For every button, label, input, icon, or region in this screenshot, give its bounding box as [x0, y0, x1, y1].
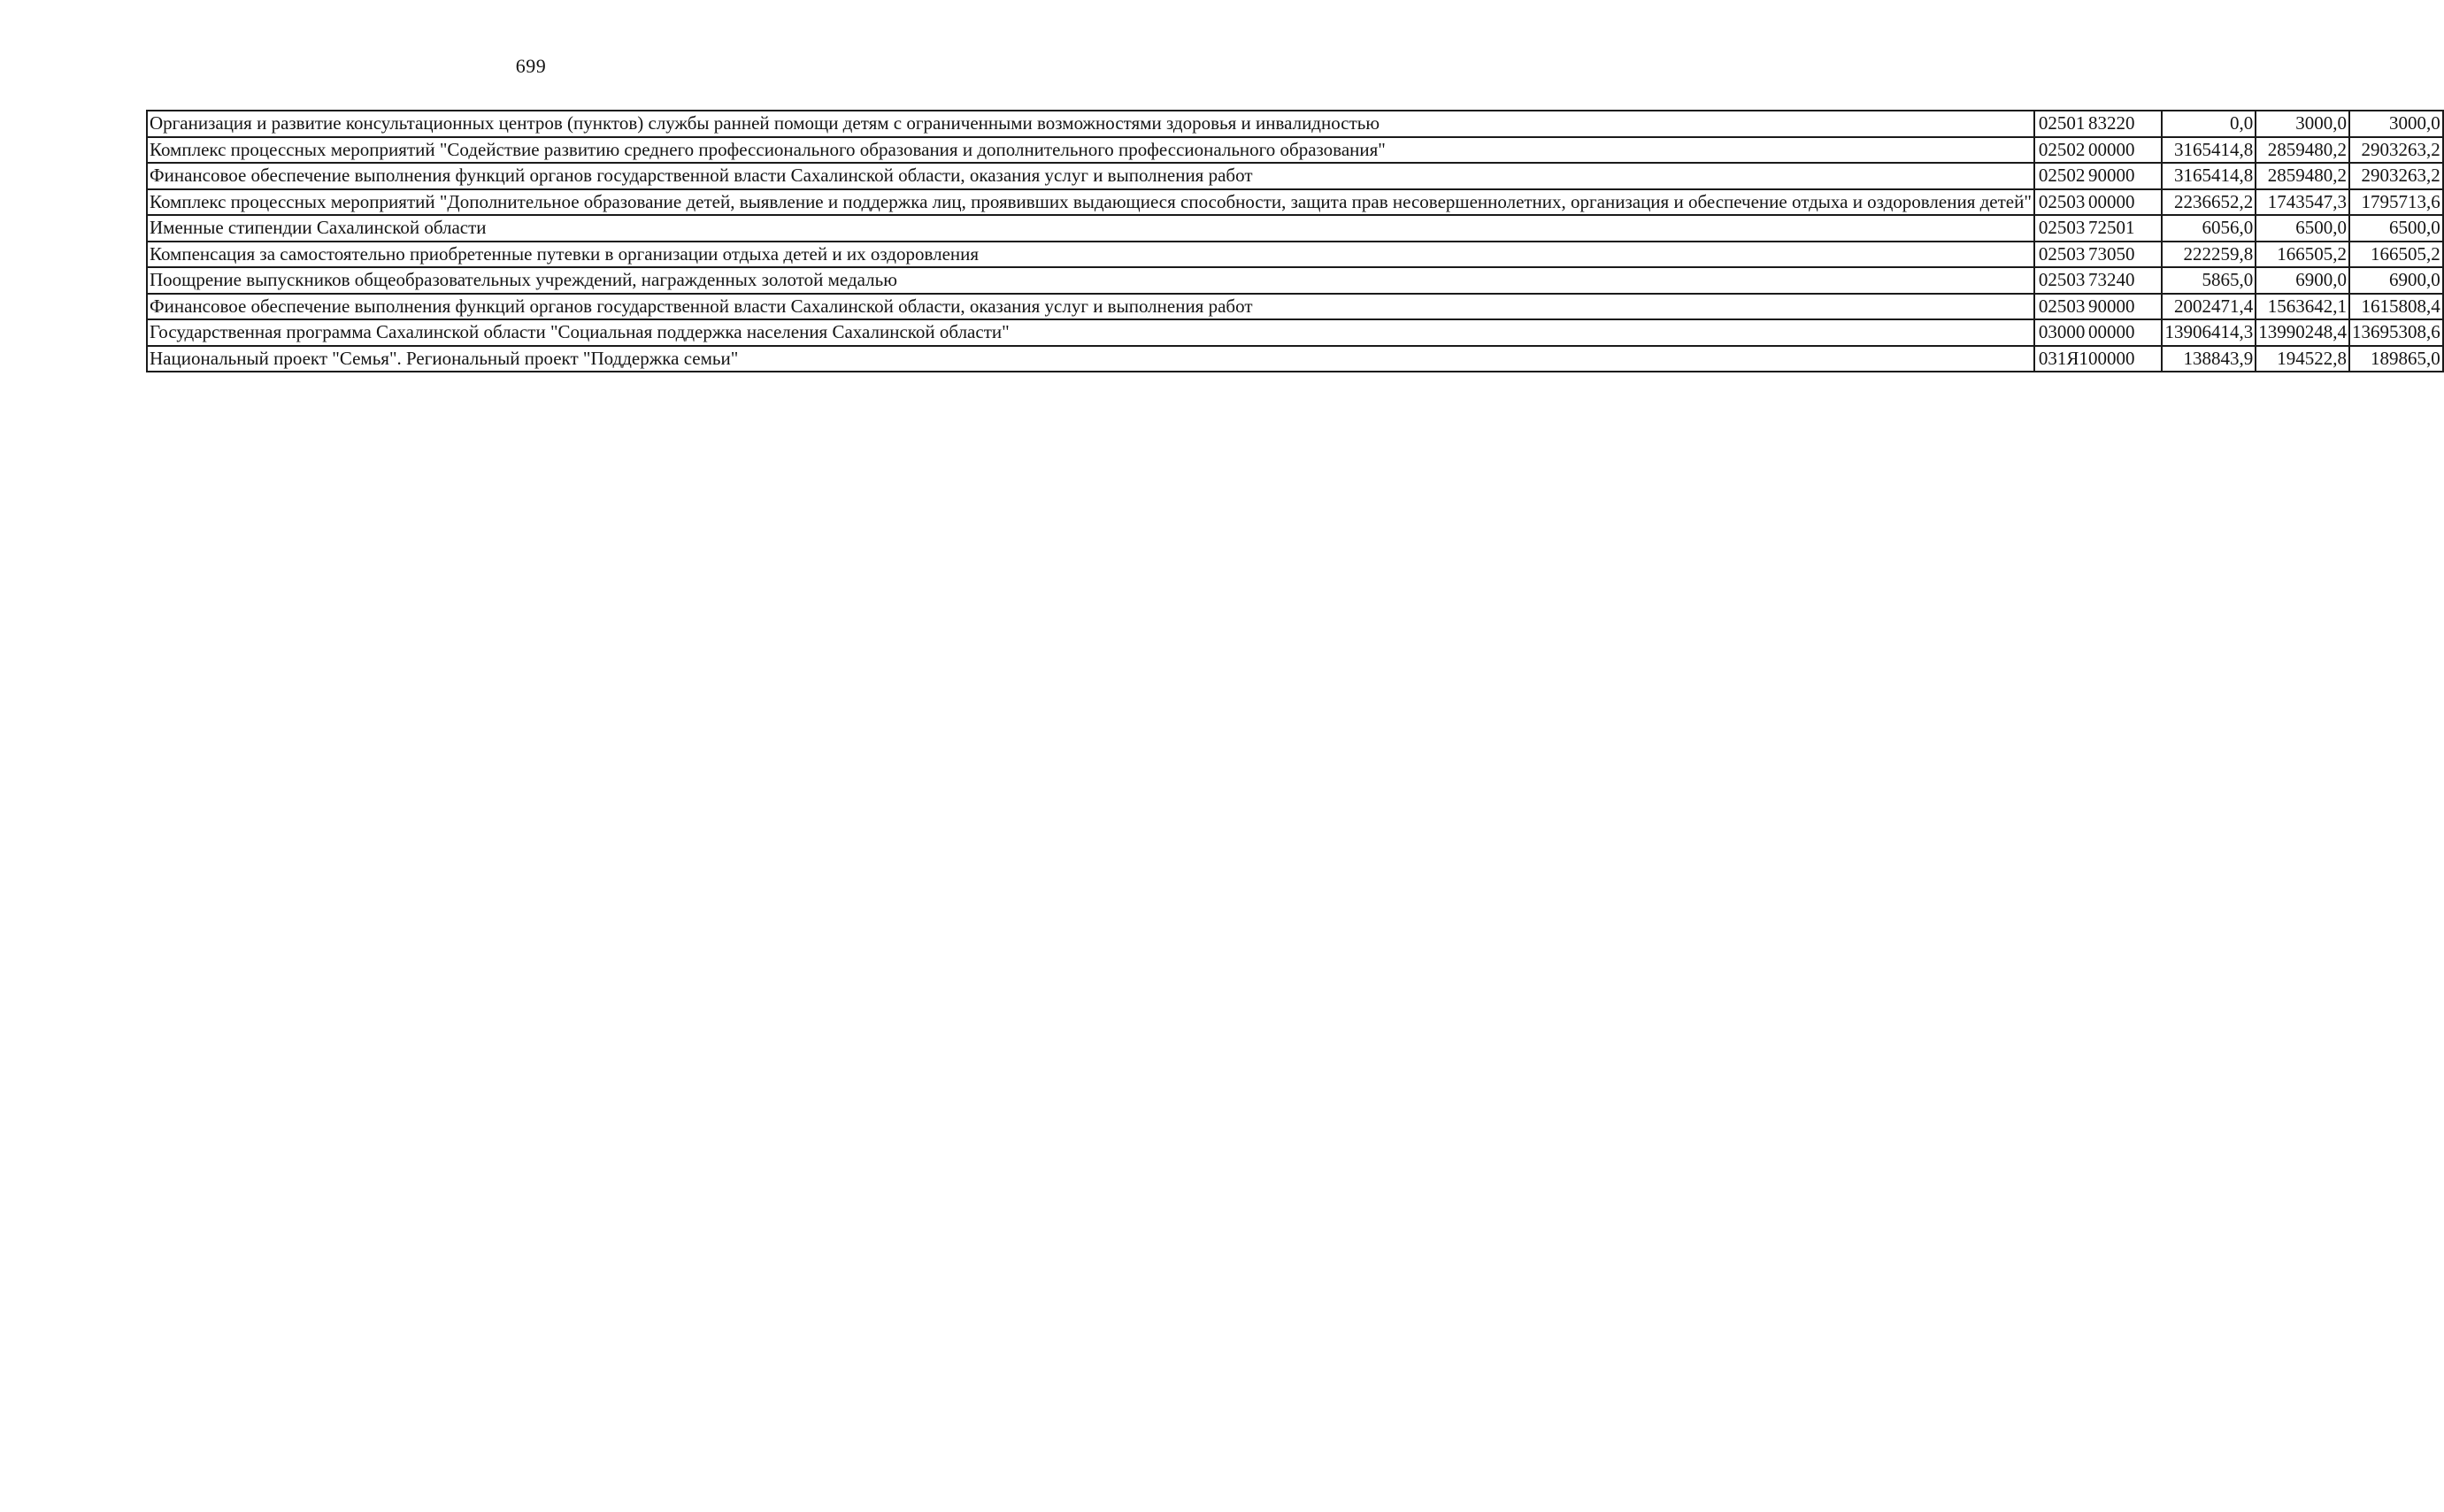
amount-cell-3: 2903263,2 — [2349, 163, 2443, 189]
table-row — [147, 137, 2443, 164]
direction-code: 00000 — [2087, 321, 2135, 342]
row-name-cell: Комплекс процессных мероприятий "Содействие развитию среднего профессионального образования и дополнительного профессионального образования" — [147, 137, 2034, 164]
program-code: 02502 — [2038, 138, 2086, 160]
code-pair — [2037, 190, 2160, 215]
amount-cell-3: 1795713,6 — [2349, 189, 2443, 216]
program-code: 02503 — [2038, 295, 2086, 317]
row-name-cell: Финансовое обеспечение выполнения функций органов государственной власти Сахалинской области, оказания услуг и выполнения работ — [147, 163, 2034, 189]
table-row — [147, 319, 2443, 346]
table-row — [147, 242, 2443, 268]
amount-cell-3: 189865,0 — [2349, 346, 2443, 372]
program-code: 031Я1 — [2038, 347, 2088, 369]
direction-code: 73240 — [2087, 269, 2135, 290]
amount-cell-1: 6056,0 — [2162, 215, 2256, 242]
direction-code: 73050 — [2087, 242, 2135, 265]
program-code: 03000 — [2038, 321, 2086, 342]
amount-cell-2: 1743547,3 — [2256, 189, 2349, 216]
code-pair — [2037, 242, 2160, 267]
direction-code: 00000 — [2087, 138, 2135, 160]
row-name-cell: Комплекс процессных мероприятий "Дополнительное образование детей, выявление и поддержка лиц, проявивших выдающиеся способности, защита прав несовершеннолетних, организация и обеспечение отдыха и оздоровления детей" — [147, 189, 2034, 216]
code-pair — [2037, 138, 2160, 163]
row-code-cell — [2034, 163, 2163, 189]
code-pair — [2037, 268, 2160, 293]
amount-cell-1: 3165414,8 — [2162, 163, 2256, 189]
amount-cell-1: 222259,8 — [2162, 242, 2256, 268]
amount-cell-1: 138843,9 — [2162, 346, 2256, 372]
amount-cell-2: 2859480,2 — [2256, 137, 2349, 164]
table-row — [147, 346, 2443, 372]
direction-code: 90000 — [2087, 295, 2135, 317]
row-name-cell: Государственная программа Сахалинской области "Социальная поддержка населения Сахалинской области" — [147, 319, 2034, 346]
table-row — [147, 111, 2443, 137]
row-name-cell: Финансовое обеспечение выполнения функций органов государственной власти Сахалинской области, оказания услуг и выполнения работ — [147, 294, 2034, 320]
program-code: 02503 — [2038, 242, 2086, 265]
amount-cell-3: 166505,2 — [2349, 242, 2443, 268]
amount-cell-1: 13906414,3 — [2162, 319, 2256, 346]
amount-cell-1: 2236652,2 — [2162, 189, 2256, 216]
program-code: 02501 — [2038, 112, 2086, 134]
row-code-cell — [2034, 294, 2163, 320]
row-code-cell — [2034, 215, 2163, 242]
row-name-cell: Организация и развитие консультационных центров (пунктов) службы ранней помощи детям с ограниченными возможностями здоровья и инвалидностью — [147, 111, 2034, 137]
amount-cell-2: 6500,0 — [2256, 215, 2349, 242]
amount-cell-2: 3000,0 — [2256, 111, 2349, 137]
row-code-cell — [2034, 346, 2163, 372]
program-code: 02503 — [2038, 269, 2086, 290]
row-code-cell — [2034, 137, 2163, 164]
amount-cell-2: 194522,8 — [2256, 346, 2349, 372]
row-name-cell: Компенсация за самостоятельно приобретенные путевки в организации отдыха детей и их оздоровления — [147, 242, 2034, 268]
amount-cell-3: 6500,0 — [2349, 215, 2443, 242]
direction-code: 00000 — [2087, 190, 2135, 212]
row-code-cell — [2034, 189, 2163, 216]
amount-cell-2: 1563642,1 — [2256, 294, 2349, 320]
amount-cell-2: 2859480,2 — [2256, 163, 2349, 189]
table-row — [147, 163, 2443, 189]
row-code-cell — [2034, 111, 2163, 137]
page-number: 699 — [515, 55, 547, 77]
row-code-cell — [2034, 319, 2163, 346]
amount-cell-1: 3165414,8 — [2162, 137, 2256, 164]
amount-cell-3: 13695308,6 — [2349, 319, 2443, 346]
amount-cell-3: 2903263,2 — [2349, 137, 2443, 164]
direction-code: 00000 — [2087, 347, 2135, 369]
direction-code: 90000 — [2087, 165, 2135, 186]
amount-cell-1: 5865,0 — [2162, 267, 2256, 294]
amount-cell-2: 6900,0 — [2256, 267, 2349, 294]
table-row — [147, 294, 2443, 320]
row-code-cell — [2034, 242, 2163, 268]
program-code: 02502 — [2038, 165, 2086, 186]
program-code: 02503 — [2038, 217, 2086, 238]
amount-cell-2: 166505,2 — [2256, 242, 2349, 268]
budget-table-body — [147, 111, 2443, 372]
row-code-cell — [2034, 267, 2163, 294]
amount-cell-1: 2002471,4 — [2162, 294, 2256, 320]
budget-table — [146, 110, 2444, 372]
row-name-cell: Национальный проект "Семья". Региональный проект "Поддержка семьи" — [147, 346, 2034, 372]
code-pair — [2037, 320, 2160, 345]
table-row — [147, 189, 2443, 216]
amount-cell-2: 13990248,4 — [2256, 319, 2349, 346]
code-pair — [2037, 295, 2160, 319]
amount-cell-3: 6900,0 — [2349, 267, 2443, 294]
direction-code: 72501 — [2087, 217, 2135, 238]
code-pair — [2037, 164, 2160, 188]
code-pair — [2037, 216, 2160, 241]
amount-cell-3: 1615808,4 — [2349, 294, 2443, 320]
row-name-cell: Именные стипендии Сахалинской области — [147, 215, 2034, 242]
amount-cell-3: 3000,0 — [2349, 111, 2443, 137]
table-row — [147, 215, 2443, 242]
program-code: 02503 — [2038, 190, 2086, 212]
amount-cell-1: 0,0 — [2162, 111, 2256, 137]
code-pair — [2037, 347, 2160, 372]
table-row — [147, 267, 2443, 294]
row-name-cell: Поощрение выпускников общеобразовательных учреждений, награжденных золотой медалью — [147, 267, 2034, 294]
code-pair — [2037, 111, 2160, 136]
direction-code: 83220 — [2087, 112, 2135, 134]
